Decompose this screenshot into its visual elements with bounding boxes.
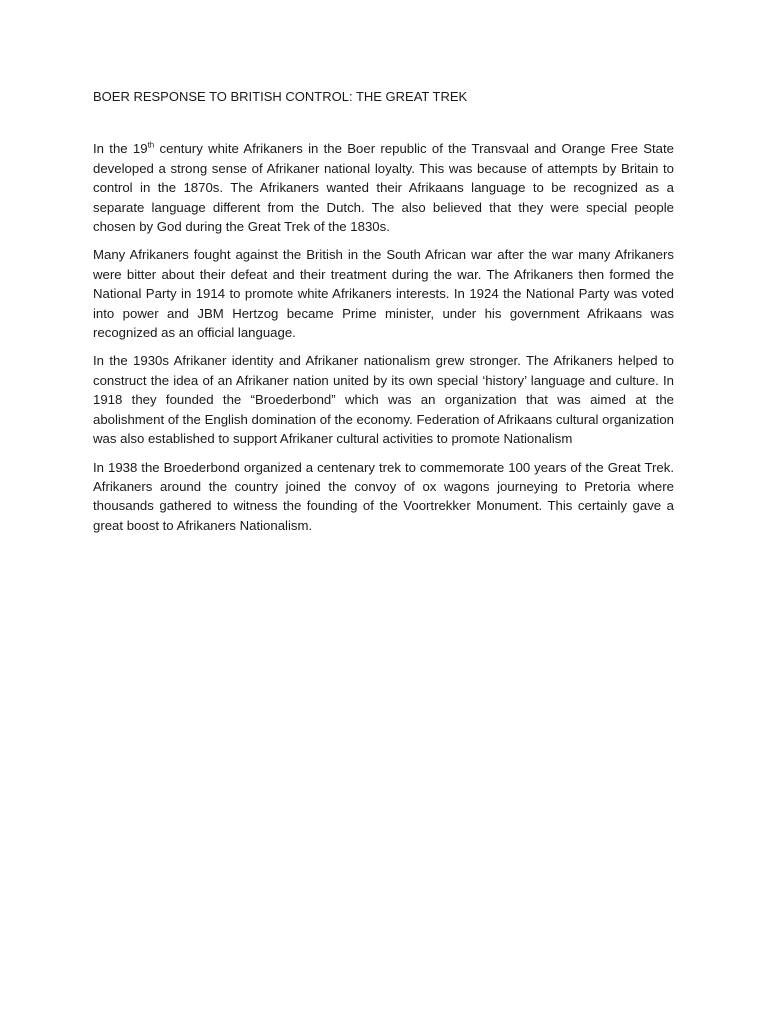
- ordinal-suffix: th: [147, 141, 155, 151]
- document-title: BOER RESPONSE TO BRITISH CONTROL: THE GREAT TREK: [93, 89, 468, 104]
- paragraph-1-start: In the 19: [93, 141, 148, 157]
- paragraph-2: Many Afrikaners fought against the British in the South African war after the war many Afrikaners were bitter about their defeat and their treatment during the war. The Afrikaners then formed the National Party in 1914 to promote white Afrikaners interests. In 1924 the National Party was voted into power and JBM Hertzog became Prime minister, under his government Afrikaans was recognized as an official language.: [93, 247, 674, 341]
- paragraph-3: In the 1930s Afrikaner identity and Afrikaner nationalism grew stronger. The Afrikaners helped to construct the idea of an Afrikaner nation united by its own special ‘history’ language and culture. In 1918 they founded the “Broederbond” which was an organization that was aimed at the abolishment of the English domination of the economy. Federation of Afrikaans cultural organization was also established to support Afrikaner cultural activities to promote Nationalism: [93, 353, 674, 447]
- paragraph-1-rest: century white Afrikaners in the Boer republic of the Transvaal and Orange Free State developed a strong sense of Afrikaner national loyalty. This was because of attempts by Britain to control in the 1870s. The Afrikaners wanted their Afrikaans language to be recognized as a separate language different from the Dutch. The also believed that they were special people chosen by God during the Great Trek of the 1830s.: [93, 141, 674, 235]
- paragraph-1: [93, 139, 674, 236]
- paragraph-4: In 1938 the Broederbond organized a centenary trek to commemorate 100 years of the Great Trek. Afrikaners around the country joined the convoy of ox wagons journeying to Pretoria where thousands gathered to witness the founding of the Voortrekker Monument. This certainly gave a great boost to Afrikaners Nationalism.: [93, 459, 674, 533]
- document-body: [93, 87, 674, 544]
